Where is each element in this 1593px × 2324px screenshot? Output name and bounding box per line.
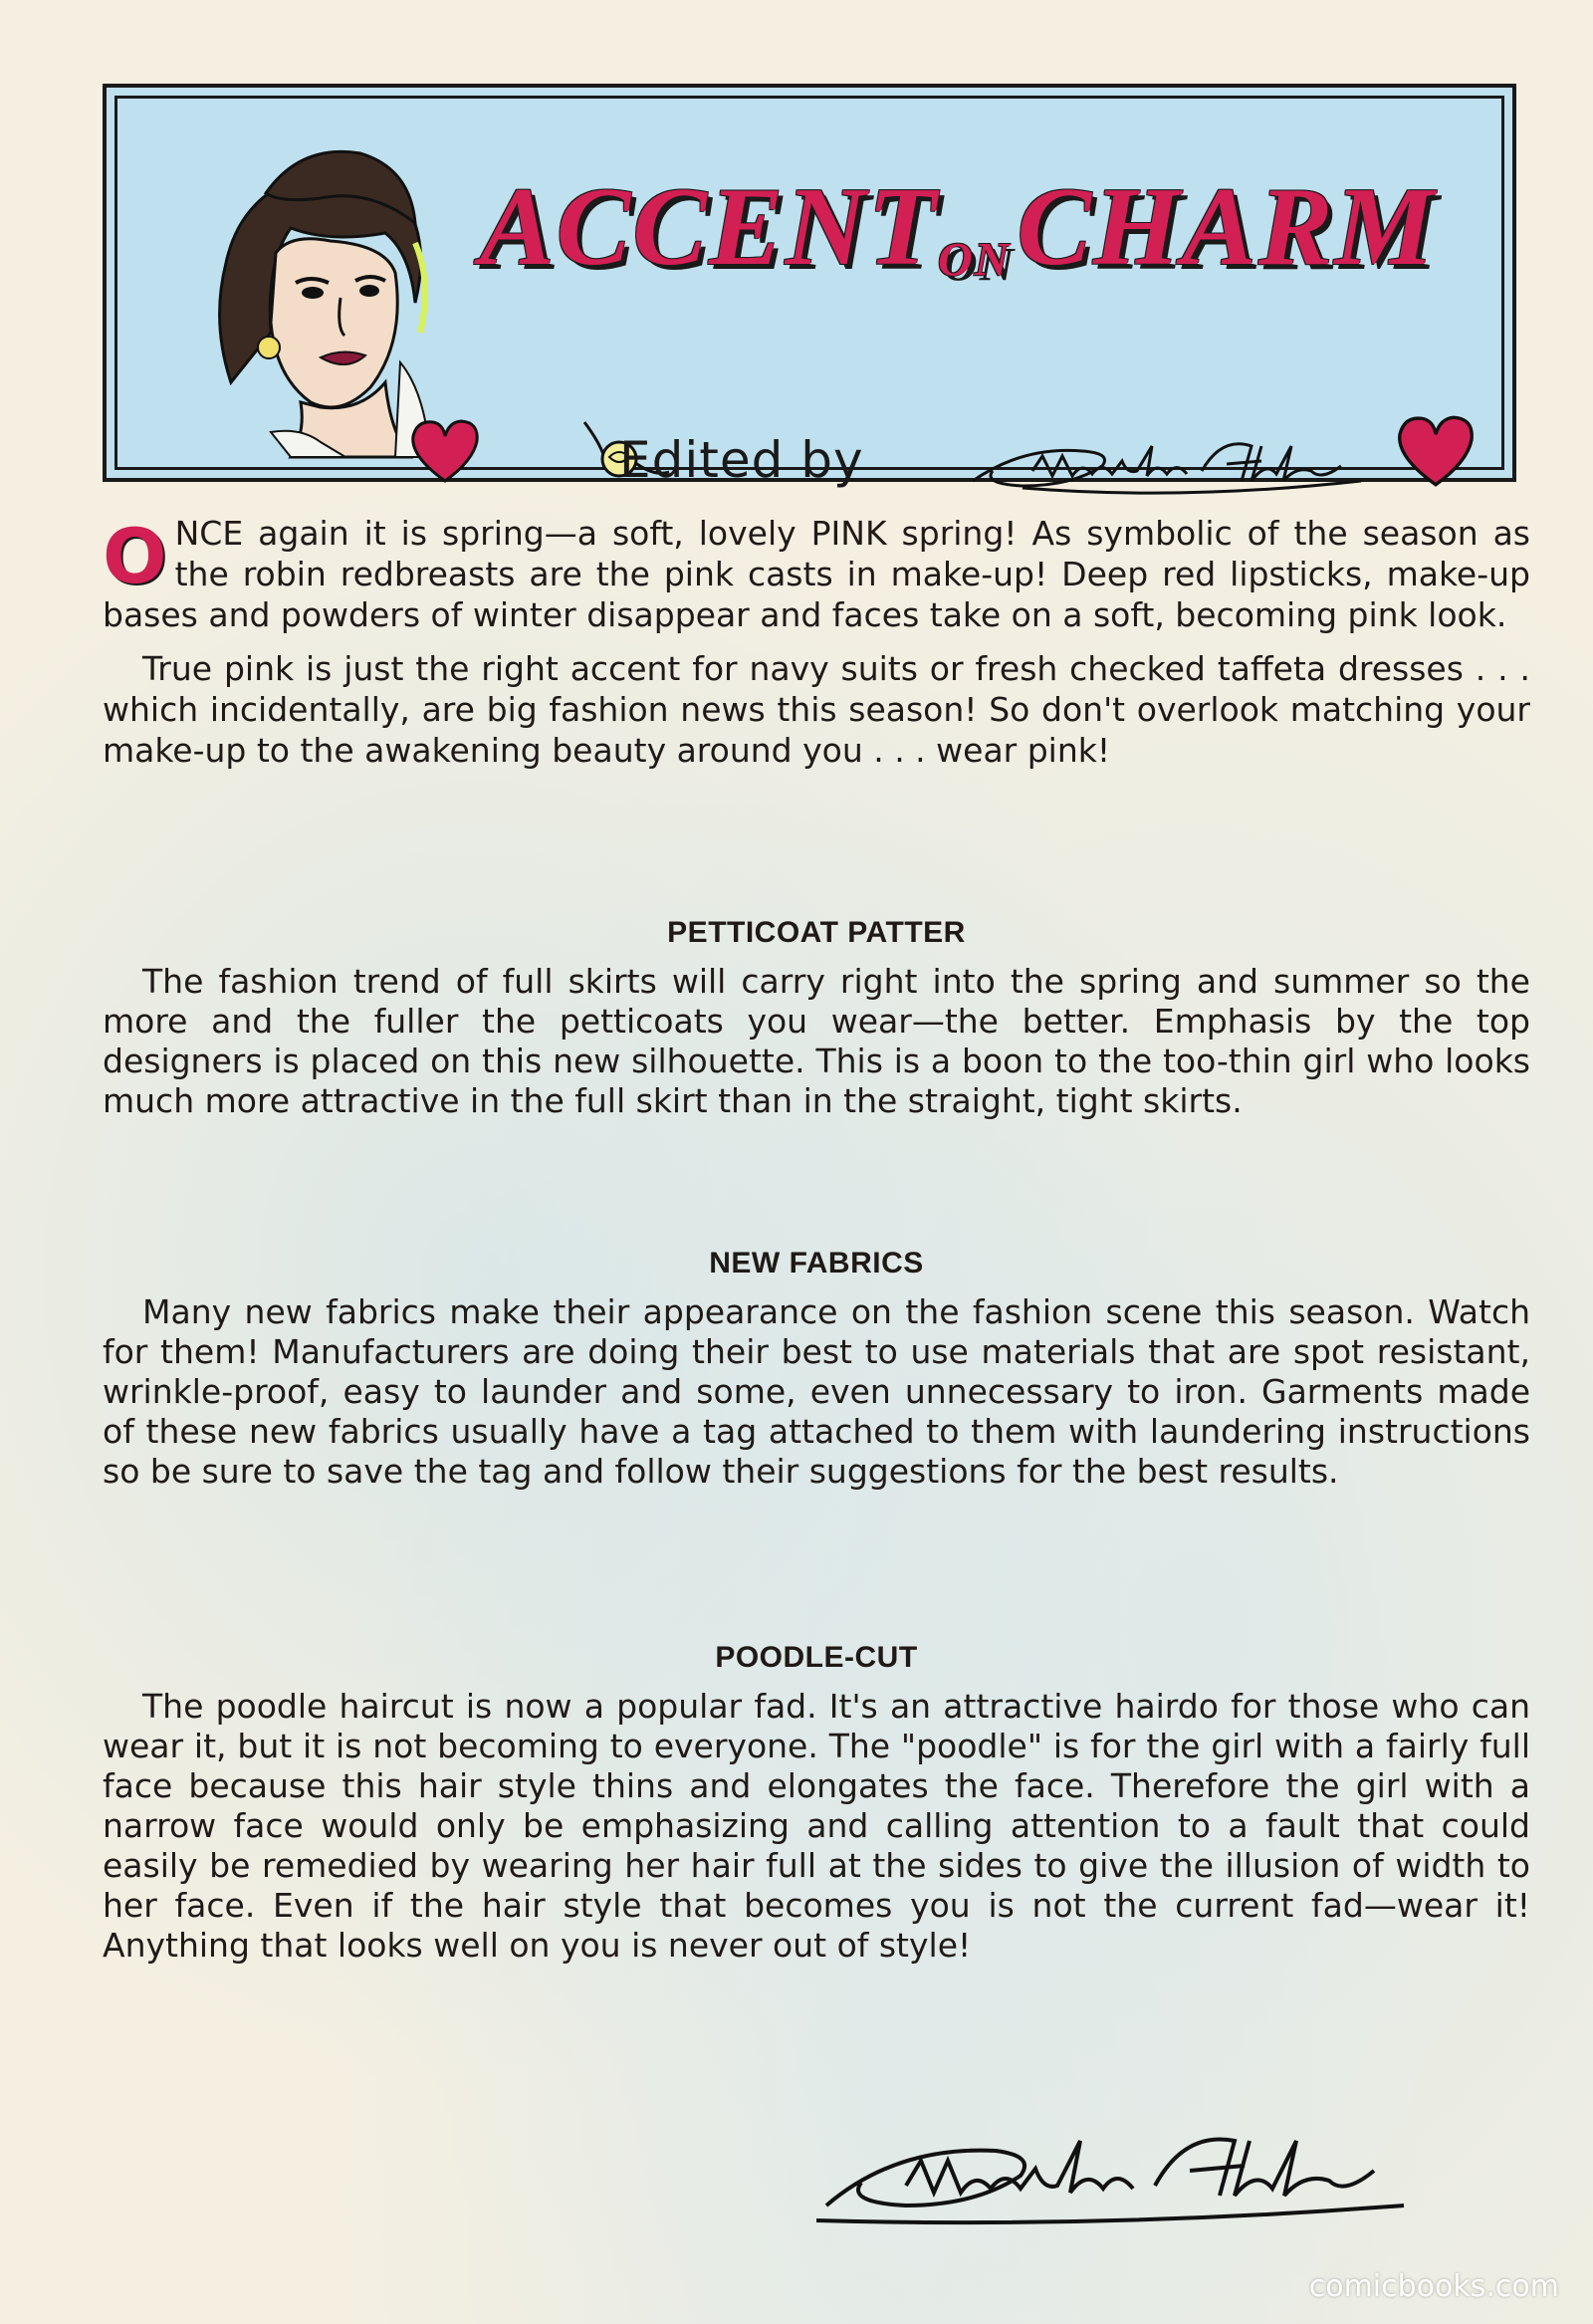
section-heading: NEW FABRICS [709, 1247, 924, 1279]
section-heading: PETTICOAT PATTER [667, 916, 966, 949]
edited-by-label: Edited by [619, 431, 864, 489]
intro-paragraph-1 [103, 513, 1530, 635]
title-word-accent: ACCENT [479, 165, 938, 289]
drop-cap-letter: O [103, 512, 167, 600]
section-body: The fashion trend of full skirts will carry right into the spring and summer so the more and the fuller the petticoats you wear—the better. Emphasis by the top designers is placed on this new silhouette. This is a boon to the too-thin girl who looks much more attractive in the full skirt than in the straight, tight skirts. [103, 962, 1530, 1120]
section-heading: POODLE-CUT [715, 1641, 918, 1674]
heart-left-icon [405, 416, 485, 486]
title-word-charm: CHARM [1017, 165, 1437, 289]
section-body: Many new fabrics make their appearance on the fashion scene this season. Watch for them! Manufacturers are doing their best to use materials that are spot resistant, wrinkle-proof, easy to launder and some, even unnecessary to iron. Garments made of these new fabrics usually have a tag attached to them with laundering instructions so be sure to save the tag and follow their suggestions for the best results. [103, 1292, 1530, 1491]
woman-portrait-illustration [171, 133, 470, 462]
intro-block [103, 513, 1530, 784]
title-word-on: ON [937, 233, 1012, 287]
intro-paragraph-2: True pink is just the right accent for navy suits or fresh checked taffeta dresses . . . which incidentally, are big fashion news this season! So don't overlook matching your make-up to the awakening beauty around you . . . wear pink! [103, 649, 1530, 770]
section-poodle-cut [103, 1641, 1530, 1978]
header-panel [103, 84, 1516, 489]
section-body: The poodle haircut is now a popular fad. It's an attractive hairdo for those who can wear it, but it is not becoming to everyone. The "poodle" is for the girl with a fairly full face because this hair style thins and elongates the face. Therefore the girl with a narrow face would only be emphasizing and calling attention to a fault that could easily be remedied by wearing her hair full at the sides to give the illusion of width to her face. Even if the hair style that becomes you is not the current fad—wear it! Anything that looks well on you is never out of style! [103, 1687, 1530, 1965]
intro-paragraph-1-text: NCE again it is spring—a soft, lovely PINK spring! As symbolic of the season as the robin redbreasts are the pink casts in make-up! Deep red lipsticks, make-up bases and powders of winter disappear and faces take on a soft, becoming pink look. [103, 514, 1530, 634]
section-petticoat-patter [103, 916, 1530, 1134]
heart-right-icon [1391, 411, 1480, 491]
watermark: comicbooks.com [1308, 2269, 1559, 2304]
page-title [435, 142, 1480, 312]
closing-signature [806, 2111, 1424, 2240]
editor-signature-small [963, 426, 1381, 506]
section-new-fabrics [103, 1247, 1530, 1505]
